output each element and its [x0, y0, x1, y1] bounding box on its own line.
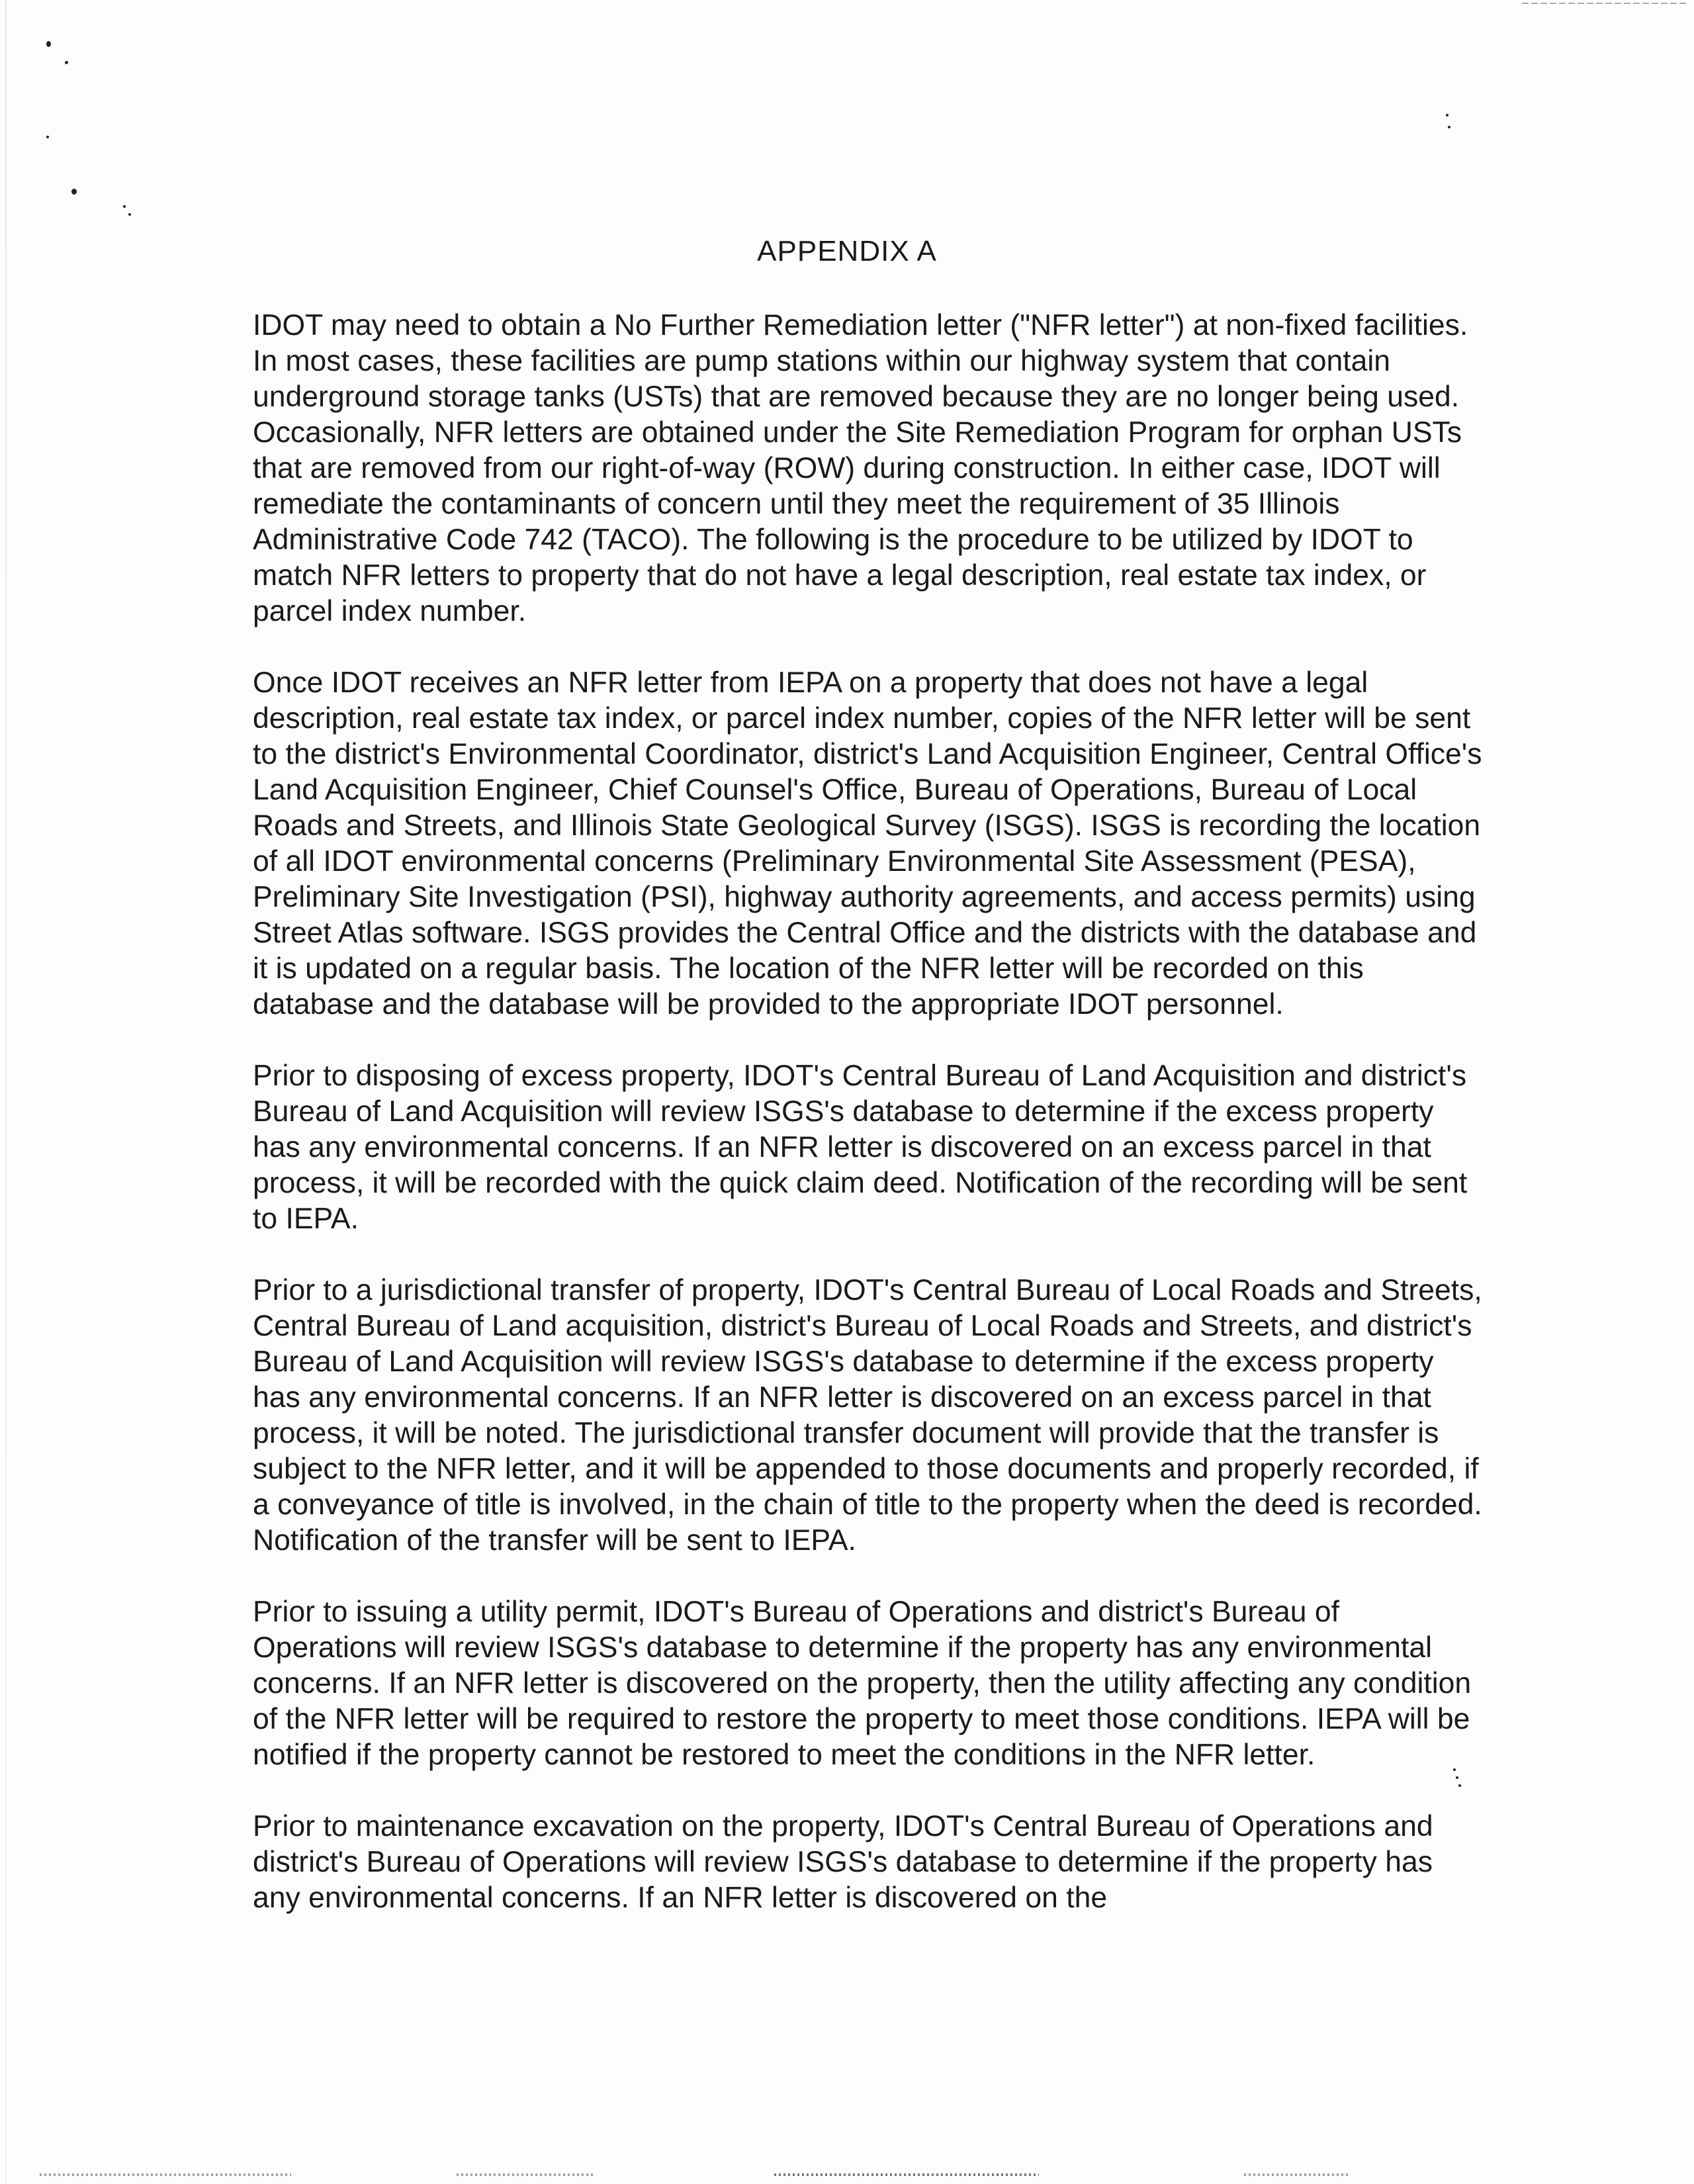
scan-bottom-artifact — [774, 2173, 1039, 2176]
scan-speck — [71, 189, 77, 195]
paragraph-nfr-distribution: Once IDOT receives an NFR letter from IEPA on a property that does not have a legal description, real estate tax index, or parcel index number, copies of the NFR letter will be sent to the district's Environmental Coordinator, district's Land Acquisition Engineer, Central Office's Land Acquisition Engineer, Chief Counsel's Office, Bureau of Operations, Bureau of Local Roads and Streets, and Illinois State Geological Survey (ISGS). ISGS is recording the location of all IDOT environmental concerns (Preliminary Environmental Site Assessment (PESA), Preliminary Site Investigation (PSI), highway authority agreements, and access permits) using Street Atlas software. ISGS provides the Central Office and the districts with the database and it is updated on a regular basis. The location of the NFR letter will be recorded on this database and the database will be provided to the appropriate IDOT personnel. — [253, 666, 1482, 1021]
document-body — [253, 308, 1484, 1952]
paragraph-maintenance-excavation: Prior to maintenance excavation on the property, IDOT's Central Bureau of Operations and district's Bureau of Operations will review ISGS's database to determine if the property has any environmental concerns. If an NFR letter is discovered on the — [253, 1810, 1433, 1914]
scan-top-artifact — [1522, 3, 1687, 4]
scan-speck — [46, 136, 49, 138]
scan-bottom-artifact — [1244, 2173, 1350, 2176]
scan-edge-shadow — [5, 0, 7, 2184]
appendix-title: APPENDIX A — [757, 235, 937, 267]
scan-speck — [65, 61, 68, 64]
paragraph-nfr-overview: IDOT may need to obtain a No Further Remediation letter ("NFR letter") at non-fixed facilities. In most cases, these facilities are pump stations within our highway system that contain underground storage tanks (USTs) that are removed because they are no longer being used. Occasionally, NFR letters are obtained under the Site Remediation Program for orphan USTs that are removed from our right-of-way (ROW) during construction. In either case, IDOT will remediate the contaminants of concern until they meet the requirement of 35 Illinois Administrative Code 742 (TACO). The following is the procedure to be utilized by IDOT to match NFR letters to property that do not have a legal description, real estate tax index, or parcel index number. — [253, 309, 1468, 627]
paragraph-excess-property: Prior to disposing of excess property, IDOT's Central Bureau of Land Acquisition and district's Bureau of Land Acquisition will review ISGS's database to determine if the excess property has any environmental concerns. If an NFR letter is discovered on an excess parcel in that process, it will be recorded with the quick claim deed. Notification of the recording will be sent to IEPA. — [253, 1060, 1468, 1235]
paragraph-jurisdictional-transfer: Prior to a jurisdictional transfer of property, IDOT's Central Bureau of Local Roads and Streets, Central Bureau of Land acquisition, district's Bureau of Local Roads and Streets, and district's Bureau of Land Acquisition will review ISGS's database to determine if the excess property has any environmental concerns. If an NFR letter is discovered on an excess parcel in that process, it will be noted. The jurisdictional transfer document will provide that the transfer is subject to the NFR letter, and it will be appended to those documents and properly recorded, if a conveyance of title is involved, in the chain of title to the property when the deed is recorded. Notification of the transfer will be sent to IEPA. — [253, 1274, 1482, 1557]
scan-speck — [1448, 126, 1450, 128]
scan-speck — [46, 41, 51, 47]
scan-speck — [1446, 114, 1449, 116]
scan-speck — [123, 205, 126, 208]
scan-speck — [128, 213, 131, 216]
scan-bottom-artifact — [40, 2173, 291, 2176]
scan-bottom-artifact — [457, 2173, 596, 2176]
paragraph-utility-permit: Prior to issuing a utility permit, IDOT's Bureau of Operations and district's Bureau of Operations will review ISGS's database to determine if the property has any environmental concerns. If an NFR letter is discovered on the property, then the utility affecting any condition of the NFR letter will be required to restore the property to meet those conditions. IEPA will be notified if the property cannot be restored to meet the conditions in the NFR letter. — [253, 1596, 1472, 1771]
